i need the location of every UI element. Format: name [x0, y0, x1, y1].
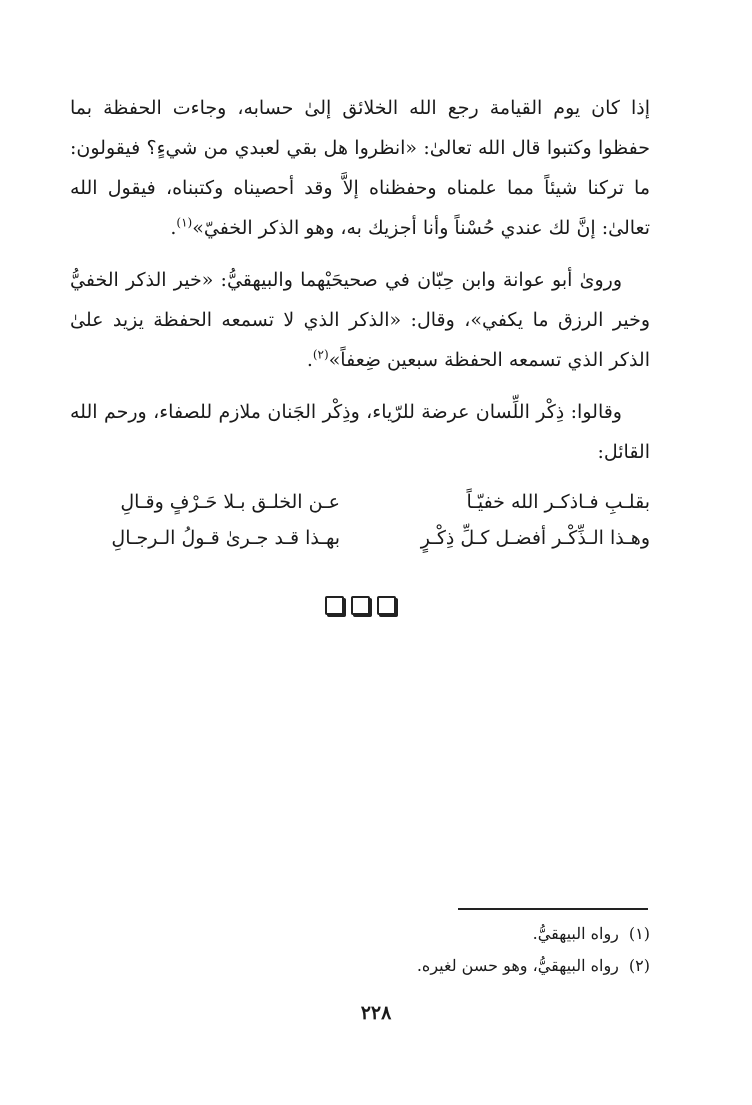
footnote-ref-1: (١)	[176, 215, 193, 230]
footnotes	[300, 918, 650, 982]
paragraph-2-tail: .	[306, 349, 313, 371]
footnote-1	[300, 918, 650, 950]
poem-verse	[70, 484, 650, 520]
paragraph-2-text: وروىٰ أبو عوانة وابن حِبّان في صحيحَيْهما والبيهقيُّ: «خير الذكر الخفيُّ وخير الرزق ما يكفي»، وقال: «الذكر الذي لا تسمعه الحفظة يزيد علىٰ الذكر الذي تسمعه الحفظة سبعين ضِعفاً»	[70, 269, 650, 371]
footnote-2	[300, 950, 650, 982]
paragraph-1	[70, 88, 650, 248]
paragraph-2	[70, 260, 650, 380]
paragraph-3	[70, 392, 650, 472]
footnote-2-number: (٢)	[628, 956, 650, 975]
footnote-2-text: رواه البيهقيُّ، وهو حسن لغيره.	[416, 956, 619, 975]
paragraph-1-text: إذا كان يوم القيامة رجع الله الخلائق إلىٰ حسابه، وجاءت الحفظة بما حفظوا وكتبوا قال الله تعالىٰ: «انظروا هل بقي لعبدي من شيءٍ؟ فيقولون: ما تركنا شيئاً مما علمناه وحفظناه إلاَّ وقد أحصيناه وكتبناه، فيقول الله تعالىٰ: إنَّ لك عندي حُسْناً وأنا أجزيك به، وهو الذكر الخفيّ»	[70, 97, 650, 239]
poem-verse-2-second: بهـذا قـد جـرىٰ قـولُ الـرجـالِ	[111, 527, 340, 549]
square-ornament-icon	[377, 596, 396, 615]
poem-verse	[70, 520, 650, 556]
paragraph-3-text: وقالوا: ذِكْر اللِّسان عرضة للرّياء، وذِكْر الجَنان ملازم للصفاء، ورحم الله القائل:	[70, 401, 650, 463]
poem-verse-1-first: بقلـبِ فـاذكـر الله خفيّـاً	[466, 491, 650, 513]
paragraph-1-tail: .	[170, 217, 177, 239]
square-ornament-icon	[325, 596, 344, 615]
footnote-1-text: رواه البيهقيُّ.	[532, 924, 619, 943]
poem-verse-1-second: عـن الخلـق بـلا حَـرْفٍ وقـالِ	[120, 491, 340, 513]
page-number: ٢٢٨	[360, 1002, 392, 1024]
page-body	[70, 88, 650, 615]
square-ornament-icon	[351, 596, 370, 615]
footnote-ref-2: (٢)	[312, 347, 329, 362]
footnote-1-number: (١)	[628, 924, 650, 943]
footnote-divider	[458, 908, 648, 910]
poem	[70, 484, 650, 556]
poem-verse-2-first: وهـذا الـذِّكْـر أفضـل كـلِّ ذِكْـرٍ	[420, 527, 650, 549]
section-separator	[70, 596, 650, 615]
